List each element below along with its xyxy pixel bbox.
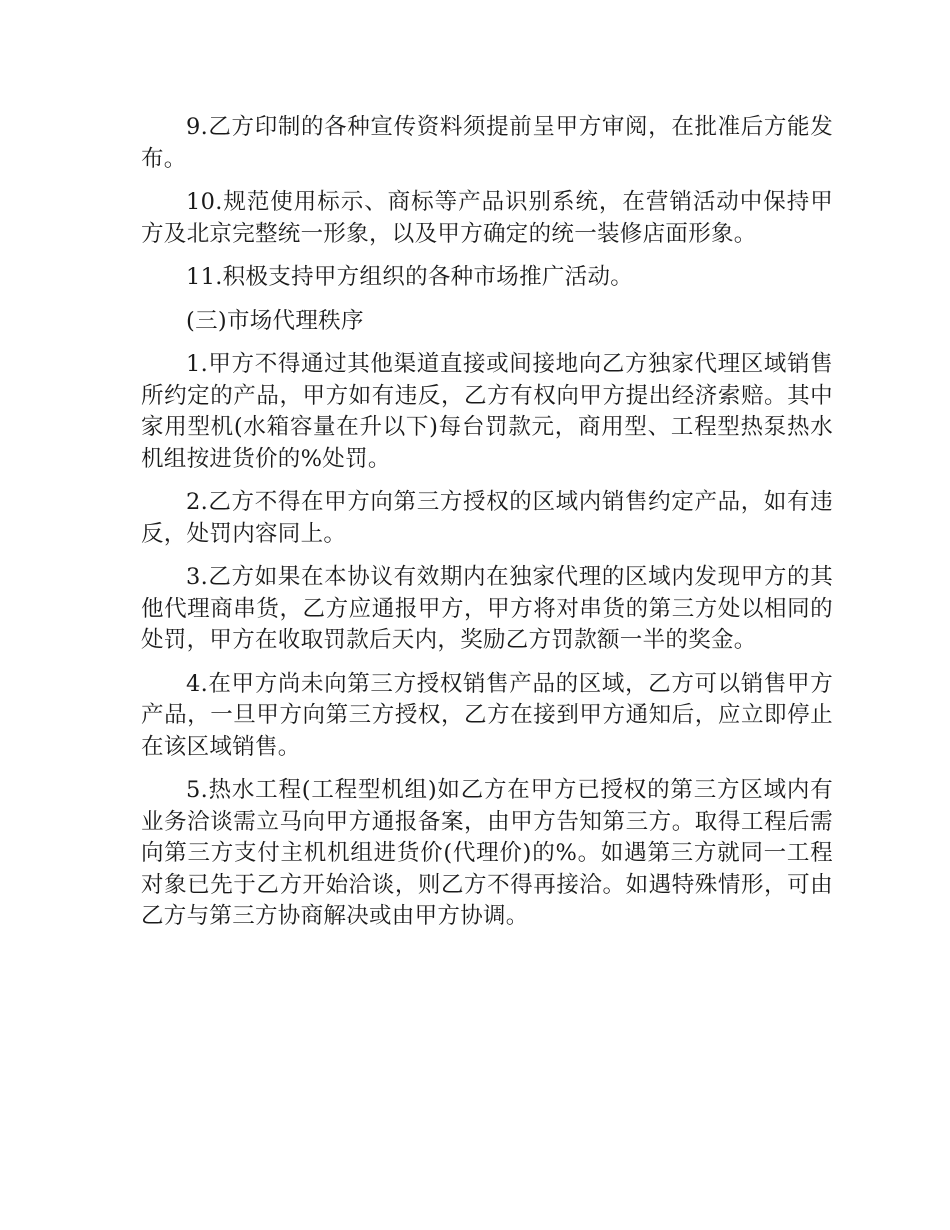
- section-heading: (三)市场代理秩序: [186, 307, 364, 334]
- clause-9: 9.乙方印制的各种宣传资料须提前呈甲方审阅，在批准后方能发布。: [141, 114, 833, 172]
- clause-5: 5.热水工程(工程型机组)如乙方在甲方已授权的第三方区域内有业务洽谈需立马向甲方通报备案，由甲方告知第三方。取得工程后需向第三方支付主机机组进货价(代理价)的%。如遇第三方就同一工程对象已先于乙方开始洽谈，则乙方不得再接洽。如遇特殊情形，可由乙方与第三方协商解决或由甲方协调。: [141, 777, 833, 929]
- clause-11: 11.积极支持甲方组织的各种市场推广活动。: [186, 264, 634, 290]
- document-page: [141, 112, 833, 945]
- clause-10: 10.规范使用标示、商标等产品识别系统，在营销活动中保持甲方及北京完整统一形象，以及甲方确定的统一装修店面形象。: [141, 189, 833, 247]
- clause-4: 4.在甲方尚未向第三方授权销售产品的区域，乙方可以销售甲方产品，一旦甲方向第三方授权，乙方在接到甲方通知后，应立即停止在该区域销售。: [141, 670, 833, 760]
- clause-1: 1.甲方不得通过其他渠道直接或间接地向乙方独家代理区域销售所约定的产品，甲方如有违反，乙方有权向甲方提出经济索赔。其中家用型机(水箱容量在升以下)每台罚款元，商用型、工程型热泵热水机组按进货价的%处罚。: [141, 351, 833, 472]
- clause-3: 3.乙方如果在本协议有效期内在独家代理的区域内发现甲方的其他代理商串货，乙方应通报甲方，甲方将对串货的第三方处以相同的处罚，甲方在收取罚款后天内，奖励乙方罚款额一半的奖金。: [141, 564, 833, 653]
- clause-2: 2.乙方不得在甲方向第三方授权的区域内销售约定产品，如有违反，处罚内容同上。: [141, 489, 833, 547]
